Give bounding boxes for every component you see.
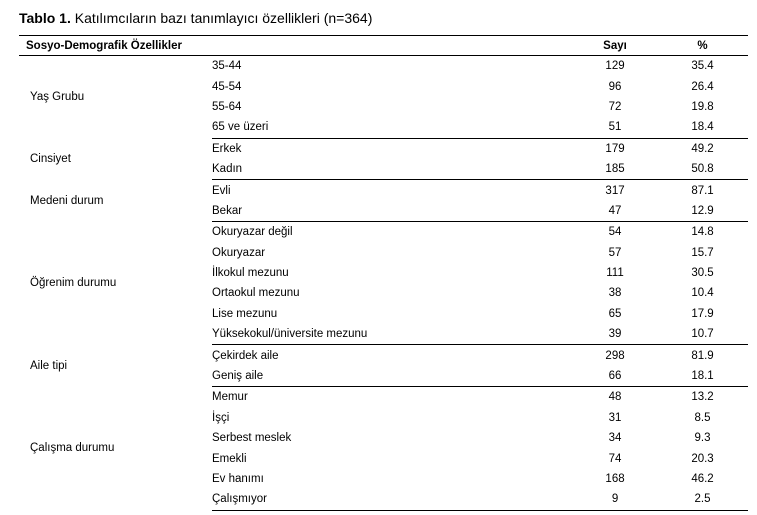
- count-value: 38: [608, 287, 622, 300]
- count-value: 54: [608, 226, 622, 239]
- count-value: 72: [608, 100, 622, 113]
- item-label: 55-64: [212, 100, 242, 113]
- percent-value: 49.2: [691, 142, 714, 155]
- percent-value: 10.7: [657, 324, 748, 345]
- count-value: 66: [573, 366, 657, 387]
- count-value: 185: [573, 159, 657, 180]
- percent-value: 8.5: [694, 411, 711, 424]
- count-value: 168: [605, 473, 625, 485]
- percent-value: 26.4: [691, 80, 714, 93]
- item-label: Ortaokul mezunu: [212, 287, 300, 300]
- table-row: [19, 138, 748, 159]
- percent-value: 9.3: [694, 432, 711, 445]
- count-value: 34: [608, 432, 622, 445]
- group-label: Medeni durum: [30, 194, 104, 207]
- demographics-table: [19, 35, 748, 511]
- item-label: Erkek: [212, 142, 242, 155]
- percent-value: 13.2: [691, 391, 714, 404]
- percent-value: 18.1: [657, 366, 748, 387]
- table-row: [19, 345, 748, 366]
- table-row: [19, 56, 748, 77]
- item-label: Memur: [212, 391, 248, 404]
- percent-value: 12.9: [657, 201, 748, 222]
- percent-value: 2.5: [657, 489, 748, 510]
- percent-value: 15.7: [691, 246, 714, 259]
- percent-value: 18.4: [657, 117, 748, 138]
- count-value: 51: [573, 117, 657, 138]
- count-value: 179: [605, 142, 625, 155]
- header-percent: %: [657, 36, 748, 56]
- item-label: Çekirdek aile: [212, 349, 279, 362]
- item-label: 65 ve üzeri: [212, 117, 573, 138]
- percent-value: 19.8: [691, 100, 714, 113]
- count-value: 111: [606, 267, 624, 280]
- percent-value: 81.9: [691, 349, 714, 362]
- item-label: Okuryazar: [212, 246, 266, 259]
- item-label: Bekar: [212, 201, 573, 222]
- group-label: Aile tipi: [30, 359, 68, 372]
- item-label: Çalışmıyor: [212, 489, 573, 510]
- table-header-row: [19, 36, 748, 56]
- item-label: Yüksekokul/üniversite mezunu: [212, 324, 573, 345]
- count-value: 48: [608, 391, 622, 404]
- item-label: 45-54: [212, 80, 242, 93]
- table-row: [19, 387, 748, 408]
- group-label: Çalışma durumu: [30, 442, 115, 455]
- count-value: 74: [608, 452, 622, 465]
- percent-value: 50.8: [657, 159, 748, 180]
- item-label: İlkokul mezunu: [212, 267, 289, 280]
- item-label: İşçi: [212, 411, 230, 424]
- table-row: [19, 180, 748, 201]
- item-label: Lise mezunu: [212, 307, 278, 320]
- header-group: Sosyo-Demografik Özellikler: [19, 36, 573, 56]
- count-value: 298: [605, 349, 625, 362]
- header-count: Sayı: [573, 36, 657, 56]
- count-value: 31: [608, 411, 622, 424]
- percent-value: 10.4: [691, 287, 714, 300]
- count-value: 39: [573, 324, 657, 345]
- count-value: 317: [605, 184, 625, 197]
- item-label: Evli: [212, 184, 231, 197]
- item-label: 35-44: [212, 60, 242, 73]
- percent-value: 30.5: [691, 267, 714, 280]
- item-label: Okuryazar değil: [212, 226, 293, 239]
- group-label: Yaş Grubu: [30, 91, 85, 104]
- count-value: 9: [573, 489, 657, 510]
- percent-value: 20.3: [691, 452, 714, 465]
- count-value: 57: [608, 246, 622, 259]
- percent-value: 14.8: [691, 226, 714, 239]
- caption-text: Katılımcıların bazı tanımlayıcı özellikleri (n=364): [70, 10, 373, 26]
- count-value: 65: [608, 307, 622, 320]
- count-value: 47: [573, 201, 657, 222]
- item-label: Kadın: [212, 159, 573, 180]
- percent-value: 87.1: [691, 184, 714, 197]
- caption-label: Tablo 1.: [19, 10, 71, 26]
- percent-value: 35.4: [691, 60, 714, 73]
- group-label: Öğrenim durumu: [30, 277, 117, 290]
- item-label: Emekli: [212, 452, 247, 465]
- percent-value: 17.9: [691, 307, 714, 320]
- table-row: [19, 222, 748, 243]
- count-value: 96: [608, 80, 622, 93]
- item-label: Geniş aile: [212, 366, 573, 387]
- item-label: Ev hanımı: [212, 473, 264, 485]
- table-body: [19, 56, 748, 511]
- group-label: Cinsiyet: [30, 152, 71, 165]
- item-label: Serbest meslek: [212, 432, 292, 445]
- percent-value: 46.2: [691, 473, 714, 485]
- table-caption: [19, 10, 372, 26]
- count-value: 129: [605, 60, 625, 73]
